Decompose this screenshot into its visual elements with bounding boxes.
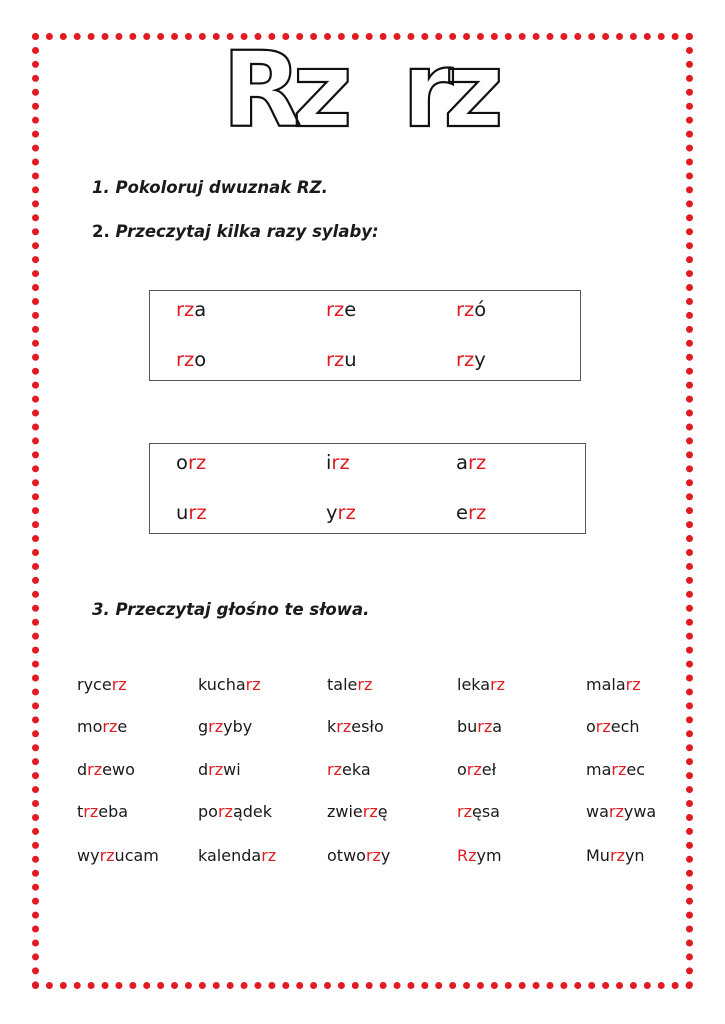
word-item bbox=[77, 846, 159, 865]
title-upper: Rz bbox=[222, 40, 343, 140]
syllable-post: a bbox=[194, 298, 207, 321]
word-item-digraph: rz bbox=[83, 802, 99, 821]
syllable-digraph: rz bbox=[326, 298, 345, 321]
word-item bbox=[457, 675, 505, 694]
word-item bbox=[77, 675, 127, 694]
word-item-pre: d bbox=[77, 760, 88, 779]
syllable bbox=[456, 501, 486, 524]
word-item-digraph: rz bbox=[365, 846, 381, 865]
word-item bbox=[77, 760, 135, 779]
word-item bbox=[327, 717, 384, 736]
word-item-pre: leka bbox=[457, 675, 491, 694]
syllable bbox=[176, 501, 207, 524]
syllable-digraph: rz bbox=[331, 451, 350, 474]
word-item-pre: kucha bbox=[198, 675, 246, 694]
title-letters bbox=[0, 40, 725, 140]
word-item bbox=[586, 846, 645, 865]
word-item bbox=[586, 760, 645, 779]
syllable bbox=[326, 451, 350, 474]
instruction-2-number: 2. bbox=[92, 222, 110, 241]
word-item-pre: wa bbox=[586, 802, 609, 821]
word-item bbox=[77, 717, 127, 736]
word-item bbox=[457, 717, 502, 736]
word-item-pre: k bbox=[327, 717, 337, 736]
word-item-pre: zwie bbox=[327, 802, 363, 821]
syllable-digraph: rz bbox=[176, 348, 195, 371]
title-lower: rz bbox=[402, 40, 494, 140]
word-item bbox=[457, 760, 496, 779]
word-item bbox=[327, 675, 372, 694]
word-item-post: ech bbox=[610, 717, 640, 736]
word-item-post: e bbox=[117, 717, 128, 736]
syllable-post: u bbox=[344, 348, 357, 371]
word-item-digraph: rz bbox=[261, 846, 277, 865]
word-item-digraph: rz bbox=[208, 717, 224, 736]
word-item-digraph: rz bbox=[466, 760, 482, 779]
syllable bbox=[176, 298, 206, 321]
word-item bbox=[198, 760, 241, 779]
word-item-digraph: rz bbox=[595, 717, 611, 736]
word-item-digraph: rz bbox=[477, 717, 493, 736]
word-item-post: y bbox=[380, 846, 391, 865]
word-item-pre: o bbox=[457, 760, 467, 779]
word-item-pre: wy bbox=[77, 846, 100, 865]
word-item-digraph: rz bbox=[327, 760, 342, 779]
word-item bbox=[586, 802, 656, 821]
instruction-2 bbox=[92, 222, 379, 241]
syllable-pre: o bbox=[176, 451, 188, 474]
word-item-digraph: rz bbox=[457, 802, 472, 821]
word-item-post: ucam bbox=[114, 846, 159, 865]
word-item-pre: o bbox=[586, 717, 596, 736]
syllable-digraph: rz bbox=[467, 451, 487, 474]
word-item-digraph: rz bbox=[217, 802, 233, 821]
word-item-digraph: rz bbox=[245, 675, 261, 694]
word-item bbox=[457, 846, 502, 865]
word-item-digraph: rz bbox=[99, 846, 115, 865]
word-item-post: esło bbox=[351, 717, 384, 736]
word-item bbox=[586, 717, 640, 736]
syllable bbox=[456, 348, 486, 371]
instruction-3: 3. Przeczytaj głośno te słowa. bbox=[92, 600, 370, 619]
word-item-pre: otwo bbox=[327, 846, 366, 865]
syllable-digraph: rz bbox=[176, 298, 195, 321]
syllable bbox=[456, 298, 486, 321]
word-item-pre: ryce bbox=[77, 675, 112, 694]
word-item-digraph: rz bbox=[362, 802, 378, 821]
syllable-box-1 bbox=[149, 290, 581, 381]
word-item-digraph: rz bbox=[490, 675, 506, 694]
word-item-post: eł bbox=[481, 760, 497, 779]
word-item-digraph: rz bbox=[87, 760, 103, 779]
syllable-digraph: rz bbox=[456, 348, 475, 371]
syllable bbox=[176, 348, 206, 371]
word-item bbox=[327, 760, 371, 779]
syllable-post: y bbox=[474, 348, 486, 371]
syllable-digraph: rz bbox=[456, 298, 475, 321]
word-item-pre: tale bbox=[327, 675, 358, 694]
syllable-digraph: rz bbox=[326, 348, 345, 371]
syllable-digraph: rz bbox=[188, 501, 207, 524]
word-item-post: eba bbox=[98, 802, 129, 821]
word-item-post: a bbox=[492, 717, 503, 736]
word-item-post: ec bbox=[626, 760, 646, 779]
word-item-post: ywa bbox=[623, 802, 657, 821]
word-item-pre: t bbox=[77, 802, 84, 821]
syllable-digraph: rz bbox=[468, 501, 487, 524]
word-item-digraph: rz bbox=[608, 802, 624, 821]
word-item bbox=[457, 802, 500, 821]
word-item-digraph: rz bbox=[336, 717, 352, 736]
word-item-digraph: Rz bbox=[457, 846, 477, 865]
syllable-digraph: rz bbox=[337, 501, 356, 524]
word-item-post: wi bbox=[223, 760, 241, 779]
word-item-digraph: rz bbox=[208, 760, 224, 779]
syllable-pre: i bbox=[326, 451, 332, 474]
word-item-post: ęsa bbox=[471, 802, 500, 821]
word-item-pre: ma bbox=[586, 760, 612, 779]
word-item-post: ewo bbox=[102, 760, 135, 779]
syllable-pre: u bbox=[176, 501, 189, 524]
word-item-post: ądek bbox=[232, 802, 273, 821]
word-item-digraph: rz bbox=[625, 675, 641, 694]
syllable-post: e bbox=[344, 298, 357, 321]
syllable-pre: y bbox=[326, 501, 338, 524]
word-item-pre: po bbox=[198, 802, 218, 821]
word-item-pre: bu bbox=[457, 717, 478, 736]
word-item-digraph: rz bbox=[611, 760, 627, 779]
syllable bbox=[326, 298, 356, 321]
word-item-pre: kalenda bbox=[198, 846, 262, 865]
word-item-post: ę bbox=[377, 802, 388, 821]
word-item bbox=[586, 675, 641, 694]
word-item bbox=[77, 802, 128, 821]
word-item-pre: mo bbox=[77, 717, 103, 736]
instruction-2-text: Przeczytaj kilka razy sylaby: bbox=[115, 222, 379, 241]
syllable-box-2 bbox=[149, 443, 586, 534]
syllable bbox=[176, 451, 206, 474]
word-item-digraph: rz bbox=[102, 717, 118, 736]
word-item-post: yby bbox=[223, 717, 253, 736]
word-item-pre: Mu bbox=[586, 846, 610, 865]
word-item-digraph: rz bbox=[609, 846, 625, 865]
word-item-post: eka bbox=[341, 760, 371, 779]
word-item-pre: g bbox=[198, 717, 209, 736]
syllable-post: ó bbox=[474, 298, 487, 321]
instruction-1: 1. Pokoloruj dwuznak RZ. bbox=[92, 178, 328, 197]
word-item-post: yn bbox=[624, 846, 645, 865]
syllable-pre: a bbox=[456, 451, 468, 474]
syllable bbox=[326, 501, 356, 524]
word-item bbox=[327, 802, 388, 821]
syllable-digraph: rz bbox=[187, 451, 207, 474]
syllable bbox=[456, 451, 486, 474]
word-item-pre: mala bbox=[586, 675, 626, 694]
word-item bbox=[198, 802, 272, 821]
word-item bbox=[327, 846, 390, 865]
word-item-post: ym bbox=[476, 846, 502, 865]
syllable-post: o bbox=[194, 348, 207, 371]
syllable-pre: e bbox=[456, 501, 468, 524]
syllable bbox=[326, 348, 357, 371]
word-item bbox=[198, 846, 276, 865]
word-item bbox=[198, 675, 261, 694]
word-item-digraph: rz bbox=[357, 675, 373, 694]
word-item-pre: d bbox=[198, 760, 209, 779]
word-item bbox=[198, 717, 252, 736]
word-item-digraph: rz bbox=[111, 675, 127, 694]
